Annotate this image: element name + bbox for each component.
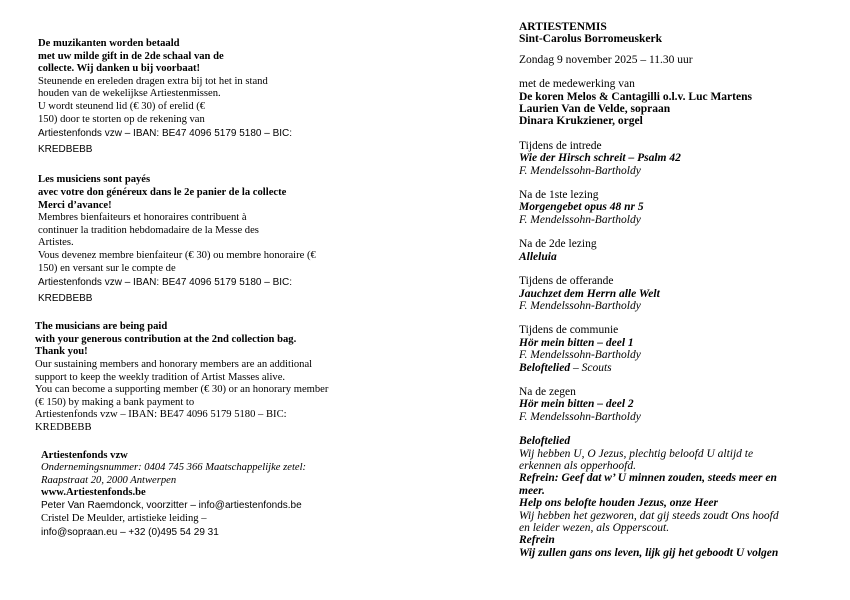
fr-text-3: Artistes. bbox=[38, 237, 74, 249]
page-title: ARTIESTENMIS bbox=[519, 21, 607, 33]
program-item bbox=[519, 140, 819, 177]
program-item bbox=[519, 324, 819, 374]
song-title: Beloftelied bbox=[519, 435, 571, 448]
program-moment: Na de 2de lezing bbox=[519, 238, 597, 251]
nl-heading-3: collecte. Wij danken u bij voorbaat! bbox=[38, 63, 201, 75]
organization-footer bbox=[41, 450, 338, 540]
program-moment: Tijdens de offerande bbox=[519, 275, 614, 288]
fr-text-4: Vous devenez membre bienfaiteur (€ 30) ou membre honoraire (€ bbox=[38, 249, 316, 261]
en-text-1: Our sustaining members and honorary members are an additional bbox=[35, 359, 313, 371]
org-contact: info@sopraan.eu – +32 (0)495 54 29 31 bbox=[41, 527, 219, 539]
program-work: Wie der Hirsch schreit – Psalm 42 bbox=[519, 152, 681, 165]
program-work-2-suffix: – Scouts bbox=[570, 361, 612, 374]
org-chair: Peter Van Raemdonck, voorzitter – info@artiestenfonds.be bbox=[41, 500, 302, 511]
nl-iban: Artiestenfonds vzw – IBAN: BE47 4096 5179 5180 – BIC: bbox=[38, 128, 293, 140]
fr-text-5: 150) en versant sur le compte de bbox=[38, 262, 176, 274]
song-lyrics bbox=[519, 435, 819, 559]
fr-heading-1: Les musiciens sont payés bbox=[38, 174, 151, 186]
org-registration-2: Raapstraat 20, 2000 Antwerpen bbox=[41, 474, 177, 486]
fr-iban: Artiestenfonds vzw – IBAN: BE47 4096 5179 5180 – BIC: bbox=[38, 277, 293, 289]
program-composer: F. Mendelssohn-Bartholdy bbox=[519, 299, 641, 312]
en-text-3: You can become a supporting member (€ 30) or an honorary member bbox=[35, 384, 329, 396]
program-moment: Na de 1ste lezing bbox=[519, 189, 599, 202]
fr-heading-2: avec votre don généreux dans le 2e panier de la collecte bbox=[38, 186, 287, 198]
english-section bbox=[35, 321, 338, 434]
en-heading-3: Thank you! bbox=[35, 346, 88, 358]
song-refrain-label: Refrein bbox=[519, 534, 555, 547]
org-registration-1: Ondernemingsnummer: 0404 745 366 Maatschappelijke zetel: bbox=[41, 462, 307, 474]
fr-bic: KREDBEBB bbox=[38, 292, 93, 304]
program-work-2-line bbox=[519, 362, 819, 374]
collaboration-intro: met de medewerking van bbox=[519, 78, 635, 91]
song-verse-2a: Wij hebben het gezworen, dat gij steeds zoudt Ons hoofd bbox=[519, 509, 779, 522]
org-director: Cristel De Meulder, artistieke leiding – bbox=[41, 512, 207, 524]
nl-text-4: 150) door te storten op de rekening van bbox=[38, 113, 205, 125]
performer-organ: Dinara Krukziener, orgel bbox=[519, 115, 643, 128]
nl-text-2: houden van de wekelijkse Artiestenmissen. bbox=[38, 88, 221, 100]
song-verse-2b: en leider wezen, als Opperscout. bbox=[519, 522, 670, 534]
program-moment: Tijdens de communie bbox=[519, 324, 619, 337]
org-website: www.Artiestenfonds.be bbox=[41, 487, 146, 499]
program-work: Hör mein bitten – deel 2 bbox=[519, 398, 634, 411]
nl-heading-1: De muzikanten worden betaald bbox=[38, 38, 180, 49]
program-column bbox=[519, 21, 819, 559]
church-name: Sint-Carolus Borromeuskerk bbox=[519, 33, 663, 46]
nl-heading-2: met uw milde gift in de 2de schaal van de bbox=[38, 50, 224, 62]
en-heading-1: The musicians are being paid bbox=[35, 321, 168, 333]
program-moment: Na de zegen bbox=[519, 385, 576, 398]
song-refrain-2a: Wij zullen gans ons leven, lijk gij het geboodt U volgen bbox=[519, 546, 779, 559]
song-verse-1b: erkennen als opperhoofd. bbox=[519, 459, 637, 472]
nl-text-3: U wordt steunend lid (€ 30) of erelid (€ bbox=[38, 100, 206, 112]
program-work-2: Beloftelied bbox=[519, 361, 571, 374]
program-item bbox=[519, 238, 819, 263]
en-text-2: support to keep the weekly tradition of Artist Masses alive. bbox=[35, 371, 286, 383]
program-item bbox=[519, 275, 819, 312]
program-composer: F. Mendelssohn-Bartholdy bbox=[519, 164, 641, 177]
en-text-4: (€ 150) by making a bank payment to bbox=[35, 396, 195, 408]
song-refrain-1c: Help ons belofte houden Jezus, onze Heer bbox=[519, 497, 719, 510]
performer-soprano: Laurien Van de Velde, sopraan bbox=[519, 103, 671, 116]
org-name: Artiestenfonds vzw bbox=[41, 449, 128, 461]
program-composer: F. Mendelssohn-Bartholdy bbox=[519, 349, 641, 362]
event-date: Zondag 9 november 2025 – 11.30 uur bbox=[519, 53, 693, 66]
program-item bbox=[519, 189, 819, 226]
program-composer: F. Mendelssohn-Bartholdy bbox=[519, 410, 641, 423]
en-text-6: KREDBEBB bbox=[35, 422, 92, 434]
program-work: Morgengebet opus 48 nr 5 bbox=[519, 201, 644, 214]
nl-bic: KREDBEBB bbox=[38, 143, 93, 155]
fr-text-1: Membres bienfaiteurs et honoraires contribuent à bbox=[38, 212, 247, 224]
en-text-5: Artiestenfonds vzw – IBAN: BE47 4096 5179 5180 – BIC: bbox=[35, 409, 287, 421]
donation-info-column bbox=[35, 38, 338, 540]
song-verse-1a: Wij hebben U, O Jezus, plechtig beloofd U altijd te bbox=[519, 447, 754, 460]
program-work: Jauchzet dem Herrn alle Welt bbox=[519, 287, 660, 300]
performer-choirs: De koren Melos & Cantagilli o.l.v. Luc Martens bbox=[519, 90, 752, 103]
dutch-section bbox=[38, 38, 338, 156]
nl-text-1: Steunende en ereleden dragen extra bij tot het in stand bbox=[38, 75, 268, 87]
fr-text-2: continuer la tradition hebdomadaire de la Messe des bbox=[38, 224, 259, 236]
program-work: Hör mein bitten – deel 1 bbox=[519, 336, 634, 349]
program-work: Alleluia bbox=[519, 250, 557, 263]
fr-heading-3: Merci d’avance! bbox=[38, 199, 112, 211]
en-heading-2: with your generous contribution at the 2nd collection bag. bbox=[35, 333, 297, 345]
program-composer: F. Mendelssohn-Bartholdy bbox=[519, 213, 641, 226]
program-item bbox=[519, 386, 819, 423]
program-moment: Tijdens de intrede bbox=[519, 139, 602, 152]
song-refrain-1b: meer. bbox=[519, 484, 545, 497]
song-refrain-1a: Refrein: Geef dat w’ U minnen zouden, steeds meer en bbox=[519, 472, 777, 485]
french-section bbox=[38, 174, 338, 305]
